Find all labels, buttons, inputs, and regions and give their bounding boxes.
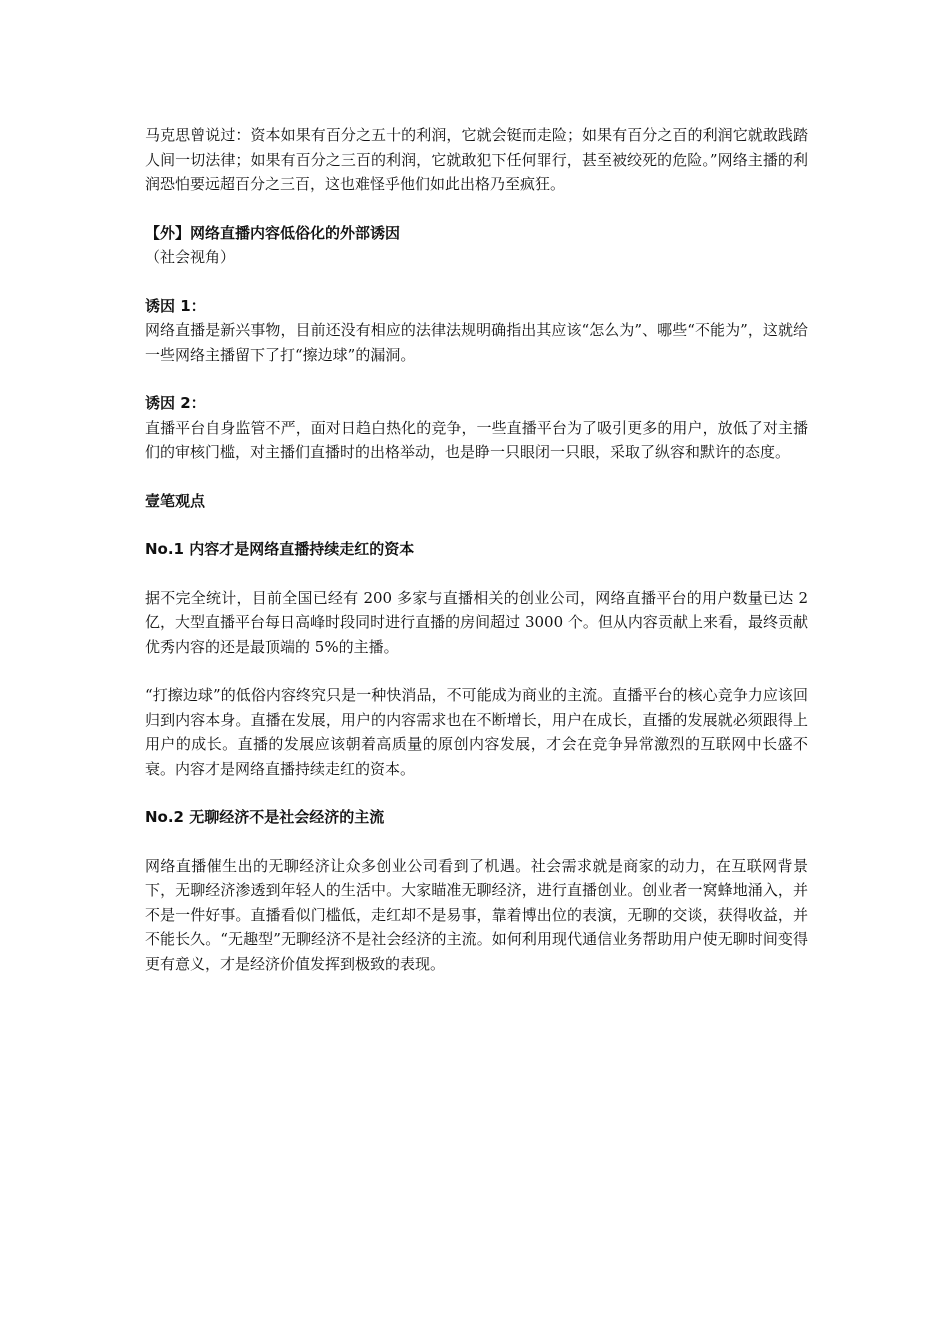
cause-1-text: 网络直播是新兴事物，目前还没有相应的法律法规明确指出其应该“怎么为”、哪些“不能为”，这就给一些网络主播留下了打“擦边球”的漏洞。: [145, 321, 808, 364]
intro-paragraph: 马克思曾说过：资本如果有百分之五十的利润，它就会铤而走险；如果有百分之百的利润它就敢践踏人间一切法律；如果有百分之三百的利润，它就敢犯下任何罪行，甚至被绞死的危险。”网络主播的利润恐怕要远超百分之三百，这也难怪乎他们如此出格乃至疯狂。: [145, 126, 808, 193]
cause-1-label: 诱因 1：: [145, 296, 206, 315]
section-2-paragraph-1: 网络直播催生出的无聊经济让众多创业公司看到了机遇。社会需求就是商家的动力，在互联网背景下，无聊经济渗透到年轻人的生活中。大家瞄准无聊经济，进行直播创业。创业者一窝蜂地涌入，并不是一件好事。直播看似门槛低，走红却不是易事，靠着博出位的表演，无聊的交谈，获得收益，并不能长久。“无趣型”无聊经济不是社会经济的主流。如何利用现代通信业务帮助用户使无聊时间变得更有意义，才是经济价值发挥到极致的表现。: [145, 856, 808, 973]
cause-2-label: 诱因 2：: [145, 394, 206, 412]
document-page: [145, 123, 808, 976]
section-1-paragraph-2: “打擦边球”的低俗内容终究只是一种快消品，不可能成为商业的主流。直播平台的核心竞争力应该回归到内容本身。直播在发展，用户的内容需求也在不断增长，用户在成长，直播的发展就必须跟得上用户的成长。直播的发展应该朝着高质量的原创内容发展，才会在竞争异常激烈的互联网中长盛不衰。内容才是网络直播持续走红的资本。: [145, 686, 808, 778]
section-1-title: No.1 内容才是网络直播持续走红的资本: [145, 540, 415, 558]
cause-2-text: 直播平台自身监管不严，面对日趋白热化的竞争，一些直播平台为了吸引更多的用户，放低了对主播们的审核门槛，对主播们直播时的出格举动，也是睁一只眼闭一只眼，采取了纵容和默许的态度。: [145, 418, 808, 461]
external-subheading: （社会视角）: [145, 248, 236, 266]
section-1-paragraph-1: 据不完全统计，目前全国已经有 200 多家与直播相关的创业公司，网络直播平台的用户数量已达 2 亿，大型直播平台每日高峰时段同时进行直播的房间超过 3000 个。但从内容贡献上来看，最终贡献优秀内容的还是最顶端的 5%的主播。: [145, 588, 808, 656]
viewpoints-heading: 壹笔观点: [145, 491, 206, 510]
external-heading: 【外】网络直播内容低俗化的外部诱因: [145, 223, 401, 242]
section-2-title: No.2 无聊经济不是社会经济的主流: [145, 808, 385, 826]
